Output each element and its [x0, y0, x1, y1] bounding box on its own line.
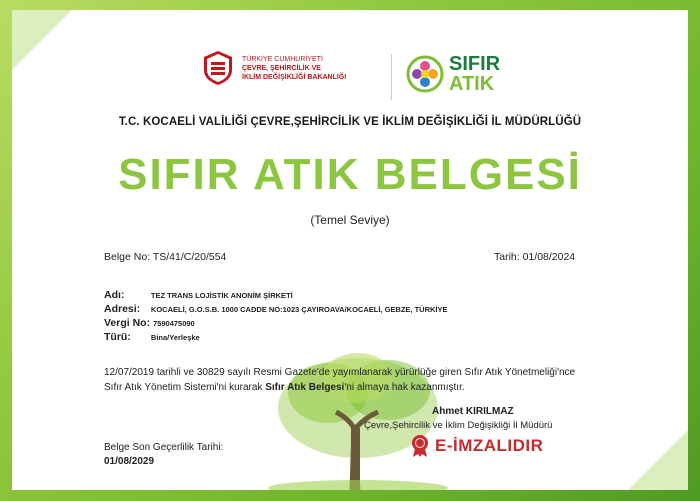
- ministry-line2: ÇEVRE, ŞEHİRCİLİK VE: [242, 64, 321, 72]
- tax-row: [104, 317, 195, 329]
- sifir-word: SIFIR: [449, 53, 501, 75]
- sifir-atik-logo: [405, 54, 500, 94]
- certificate-number: Belge No: TS/41/C/20/554: [104, 251, 227, 263]
- corner-decoration: [628, 430, 688, 490]
- statement-emphasis: Sıfır Atık Belgesi: [265, 382, 345, 393]
- certificate-card: [12, 10, 688, 490]
- type-row: [104, 331, 200, 343]
- ministry-emblem-icon: [202, 50, 234, 86]
- corner-decoration: [12, 10, 72, 70]
- address-label: Adresi:: [104, 303, 141, 315]
- certificate-title: SIFIR ATIK BELGESİ: [118, 150, 582, 199]
- address-value: KOCAELİ, G.O.S.B. 1000 CADDE NO:1023 ÇAYIROAVA/KOCAELİ, GEBZE, TÜRKİYE: [150, 305, 448, 314]
- ministry-line1: TÜRKİYE CUMHURİYETİ: [242, 55, 323, 63]
- ministry-name: [242, 55, 346, 82]
- tax-value: 7590475090: [153, 319, 195, 328]
- issuing-authority-heading: T.C. KOCAELİ VALİLİĞİ ÇEVRE,ŞEHİRCİLİK VE İKLİM DEĞİŞİKLİĞİ İL MÜDÜRLÜĞÜ: [118, 116, 582, 128]
- ministry-logo: [202, 50, 346, 86]
- certificate-statement: [104, 365, 594, 395]
- name-row: [104, 289, 293, 301]
- name-value: TEZ TRANS LOJİSTİK ANONİM ŞİRKETİ: [150, 291, 293, 300]
- e-signature-stamp: [410, 434, 543, 458]
- recycle-flower-icon: [405, 54, 445, 94]
- ministry-line3: İKLİM DEĞİŞİKLİĞİ BAKANLIĞI: [242, 73, 347, 81]
- signatory-name: Ahmet KIRILMAZ: [432, 406, 514, 417]
- type-value: Bina/Yerleşke: [150, 333, 200, 342]
- atik-word: ATIK: [449, 73, 495, 95]
- seal-icon: [410, 434, 430, 458]
- validity-label: Belge Son Geçerlilik Tarihi:: [104, 442, 224, 453]
- issue-date: Tarih: 01/08/2024: [494, 251, 576, 263]
- tax-label: Vergi No:: [104, 317, 151, 329]
- validity-date: 01/08/2029: [104, 456, 155, 467]
- statement-text: 12/07/2019 tarihli ve 30829 sayılı Resmi Gazete'de yayımlanarak yürürlüğe giren Sıfır Atık Yönetmeliği'nce Sıfır Atık Yönetim Sistemi'ni kurarak: [104, 367, 576, 393]
- signatory-title: Çevre,Şehircilik ve İklim Değişikliği İl Müdürü: [364, 420, 553, 431]
- name-label: Adı:: [104, 289, 125, 301]
- certificate-level: (Temel Seviye): [310, 213, 390, 227]
- address-row: [104, 303, 448, 315]
- sifir-atik-wordmark: [449, 54, 500, 94]
- statement-ending: 'ni almaya hak kazanmıştır.: [344, 382, 465, 393]
- e-signed-label: E-İMZALIDIR: [435, 436, 544, 455]
- logo-divider: [391, 54, 392, 100]
- type-label: Türü:: [104, 331, 131, 343]
